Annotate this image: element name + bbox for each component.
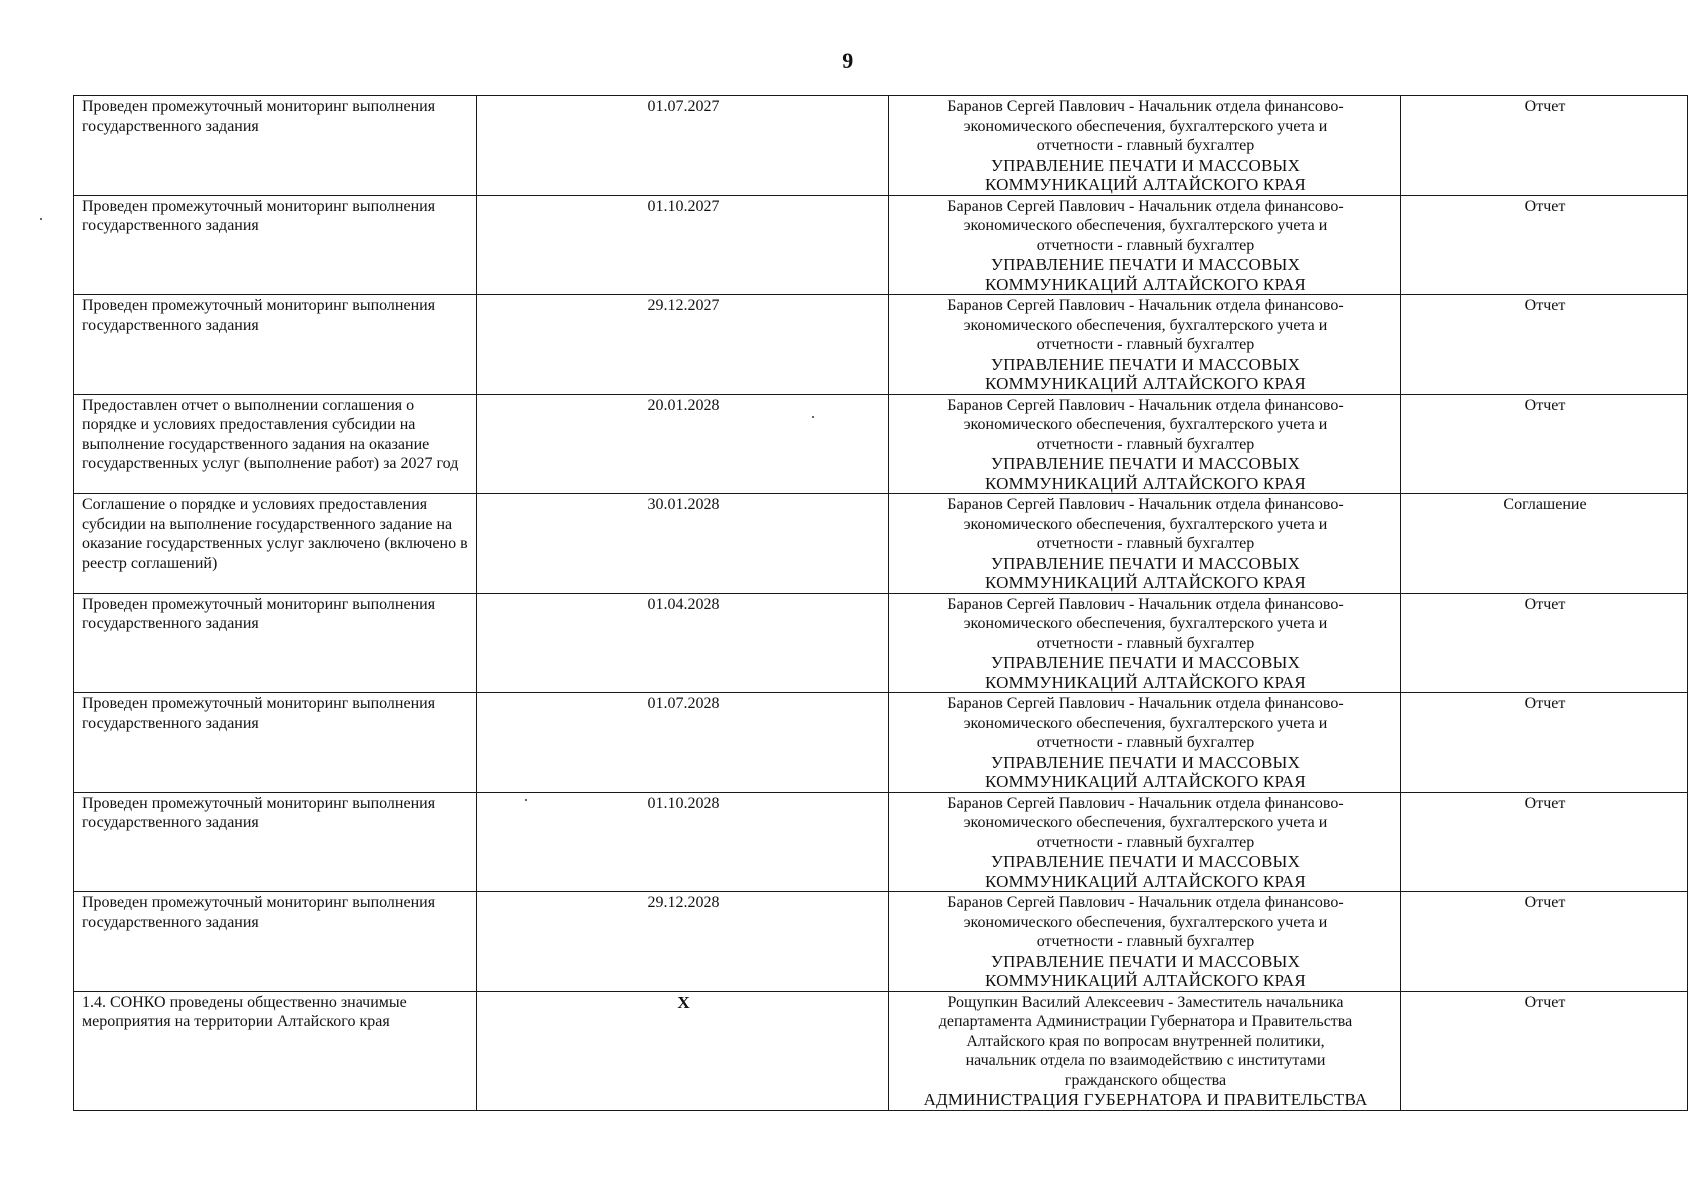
responsible-line: экономического обеспечения, бухгалтерского учета и <box>963 416 1328 433</box>
date-value: X <box>677 992 690 1012</box>
responsible-line: Рощупкин Василий Алексеевич - Заместитель начальника <box>947 993 1344 1011</box>
event-cell: Проведен промежуточный мониторинг выполнения государственного задания <box>74 693 477 793</box>
table-row <box>74 991 1688 1110</box>
document-cell: Отчет <box>1401 892 1688 992</box>
organization-line: КОММУНИКАЦИЙ АЛТАЙСКОГО КРАЯ <box>985 374 1306 393</box>
responsible-line: отчетности - главный бухгалтер <box>1036 236 1255 254</box>
responsible-line: отчетности - главный бухгалтер <box>1036 634 1255 652</box>
responsible-line: Алтайского края по вопросам внутренней политики, <box>966 1032 1325 1050</box>
date-cell <box>477 394 889 494</box>
scan-speck <box>812 416 814 418</box>
date-cell <box>477 892 889 992</box>
responsible-cell <box>889 792 1401 892</box>
table-row <box>74 693 1688 793</box>
responsible-line: отчетности - главный бухгалтер <box>1036 734 1255 751</box>
plan-table <box>73 95 1688 1111</box>
document-cell: Отчет <box>1401 792 1688 892</box>
date-value: 01.04.2028 <box>647 595 720 613</box>
table-row <box>74 494 1688 594</box>
event-cell: Соглашение о порядке и условиях предоставления субсидии на выполнение государственного задание на оказание государственных услуг заключено (включено в реестр соглашений) <box>74 494 477 594</box>
event-cell: Проведен промежуточный мониторинг выполнения государственного задания <box>74 295 477 395</box>
date-value: 01.07.2027 <box>647 98 720 115</box>
date-cell <box>477 593 889 693</box>
responsible-line: начальник отдела по взаимодействию с институтами <box>965 1052 1326 1069</box>
event-cell: Проведен промежуточный мониторинг выполнения государственного задания <box>74 892 477 992</box>
responsible-line: Баранов Сергей Павлович - Начальник отдела финансово- <box>947 197 1344 215</box>
responsible-line: Баранов Сергей Павлович - Начальник отдела финансово- <box>947 496 1344 513</box>
responsible-line: Баранов Сергей Павлович - Начальник отдела финансово- <box>947 794 1344 812</box>
responsible-line: экономического обеспечения, бухгалтерского учета и <box>963 117 1328 135</box>
document-cell: Отчет <box>1401 593 1688 693</box>
date-value: 20.01.2028 <box>647 396 720 414</box>
date-cell <box>477 96 889 196</box>
table-row <box>74 394 1688 494</box>
responsible-cell <box>889 991 1401 1110</box>
organization-line: КОММУНИКАЦИЙ АЛТАЙСКОГО КРАЯ <box>985 871 1306 891</box>
document-cell: Отчет <box>1401 693 1688 793</box>
event-cell: Предоставлен отчет о выполнении соглашения о порядке и условиях предоставления субсидии на выполнение государственного задания на оказание государственных услуг (выполнение работ) за 2027 год <box>74 394 477 494</box>
responsible-line: отчетности - главный бухгалтер <box>1036 933 1255 950</box>
responsible-line: отчетности - главный бухгалтер <box>1036 336 1255 353</box>
document-cell: Отчет <box>1401 394 1688 494</box>
date-value: 01.10.2027 <box>647 197 720 215</box>
responsible-cell <box>889 593 1401 693</box>
scan-speck <box>40 218 42 220</box>
table-row <box>74 96 1688 196</box>
page-number: 9 <box>842 48 854 73</box>
document-cell: Отчет <box>1401 195 1688 295</box>
responsible-line: отчетности - главный бухгалтер <box>1036 535 1255 552</box>
document-cell: Отчет <box>1401 991 1688 1110</box>
organization-line: КОММУНИКАЦИЙ АЛТАЙСКОГО КРАЯ <box>985 772 1306 791</box>
organization-line: УПРАВЛЕНИЕ ПЕЧАТИ И МАССОВЫХ <box>990 354 1301 374</box>
date-cell <box>477 295 889 395</box>
responsible-line: Баранов Сергей Павлович - Начальник отдела финансово- <box>947 894 1344 911</box>
responsible-line: Баранов Сергей Павлович - Начальник отдела финансово- <box>947 595 1344 613</box>
responsible-line: Баранов Сергей Павлович - Начальник отдела финансово- <box>947 98 1344 115</box>
responsible-line: отчетности - главный бухгалтер <box>1036 137 1255 154</box>
event-cell: Проведен промежуточный мониторинг выполнения государственного задания <box>74 593 477 693</box>
responsible-line: экономического обеспечения, бухгалтерского учета и <box>963 714 1328 732</box>
date-cell <box>477 693 889 793</box>
responsible-line: отчетности - главный бухгалтер <box>1036 833 1255 851</box>
organization-line: УПРАВЛЕНИЕ ПЕЧАТИ И МАССОВЫХ <box>990 553 1301 573</box>
responsible-cell <box>889 394 1401 494</box>
responsible-cell <box>889 892 1401 992</box>
responsible-cell <box>889 195 1401 295</box>
organization-line: УПРАВЛЕНИЕ ПЕЧАТИ И МАССОВЫХ <box>990 653 1301 672</box>
responsible-cell <box>889 96 1401 196</box>
organization-line: КОММУНИКАЦИЙ АЛТАЙСКОГО КРАЯ <box>985 175 1306 194</box>
responsible-line: экономического обеспечения, бухгалтерского учета и <box>963 515 1328 533</box>
responsible-line: гражданского общества <box>1064 1071 1227 1089</box>
event-cell: Проведен промежуточный мониторинг выполнения государственного задания <box>74 792 477 892</box>
table-row <box>74 593 1688 693</box>
organization-line: КОММУНИКАЦИЙ АЛТАЙСКОГО КРАЯ <box>985 971 1306 990</box>
responsible-line: экономического обеспечения, бухгалтерского учета и <box>963 615 1328 632</box>
document-cell: Отчет <box>1401 295 1688 395</box>
responsible-line: отчетности - главный бухгалтер <box>1036 435 1255 453</box>
organization-line: КОММУНИКАЦИЙ АЛТАЙСКОГО КРАЯ <box>985 672 1306 692</box>
scan-speck <box>525 799 527 801</box>
responsible-line: Баранов Сергей Павлович - Начальник отдела финансово- <box>947 297 1344 314</box>
responsible-line: Баранов Сергей Павлович - Начальник отдела финансово- <box>947 396 1344 414</box>
responsible-line: департамента Администрации Губернатора и Правительства <box>938 1013 1353 1030</box>
organization-line: УПРАВЛЕНИЕ ПЕЧАТИ И МАССОВЫХ <box>990 852 1301 871</box>
table-row <box>74 295 1688 395</box>
organization-line: КОММУНИКАЦИЙ АЛТАЙСКОГО КРАЯ <box>985 274 1306 294</box>
date-value: 29.12.2027 <box>647 297 720 314</box>
table-row <box>74 195 1688 295</box>
responsible-line: Баранов Сергей Павлович - Начальник отдела финансово- <box>947 695 1344 712</box>
date-value: 01.10.2028 <box>647 794 720 812</box>
event-cell: Проведен промежуточный мониторинг выполнения государственного задания <box>74 96 477 196</box>
document-cell: Отчет <box>1401 96 1688 196</box>
organization-line: УПРАВЛЕНИЕ ПЕЧАТИ И МАССОВЫХ <box>990 752 1301 772</box>
event-cell: Проведен промежуточный мониторинг выполнения государственного задания <box>74 195 477 295</box>
responsible-cell <box>889 295 1401 395</box>
organization-line: УПРАВЛЕНИЕ ПЕЧАТИ И МАССОВЫХ <box>990 155 1301 175</box>
organization-line: УПРАВЛЕНИЕ ПЕЧАТИ И МАССОВЫХ <box>990 255 1301 274</box>
organization-line: КОММУНИКАЦИЙ АЛТАЙСКОГО КРАЯ <box>985 473 1306 493</box>
organization-line: УПРАВЛЕНИЕ ПЕЧАТИ И МАССОВЫХ <box>990 454 1301 473</box>
responsible-line: экономического обеспечения, бухгалтерского учета и <box>963 814 1328 831</box>
document-cell: Соглашение <box>1401 494 1688 594</box>
event-cell: 1.4. СОНКО проведены общественно значимые мероприятия на территории Алтайского края <box>74 991 477 1110</box>
responsible-cell <box>889 494 1401 594</box>
table-row <box>74 792 1688 892</box>
date-cell <box>477 991 889 1110</box>
date-value: 01.07.2028 <box>647 695 720 712</box>
plan-table-body <box>74 96 1688 1111</box>
responsible-line: экономического обеспечения, бухгалтерского учета и <box>963 217 1328 234</box>
date-cell <box>477 792 889 892</box>
organization-line: УПРАВЛЕНИЕ ПЕЧАТИ И МАССОВЫХ <box>990 951 1301 971</box>
responsible-line: экономического обеспечения, бухгалтерского учета и <box>963 316 1328 334</box>
organization-line: АДМИНИСТРАЦИЯ ГУБЕРНАТОРА И ПРАВИТЕЛЬСТВА <box>923 1090 1368 1109</box>
responsible-line: экономического обеспечения, бухгалтерского учета и <box>963 913 1328 931</box>
date-cell <box>477 494 889 594</box>
date-value: 30.01.2028 <box>647 496 720 513</box>
table-row <box>74 892 1688 992</box>
date-cell <box>477 195 889 295</box>
organization-line: КОММУНИКАЦИЙ АЛТАЙСКОГО КРАЯ <box>985 573 1306 592</box>
responsible-cell <box>889 693 1401 793</box>
date-value: 29.12.2028 <box>647 894 720 911</box>
